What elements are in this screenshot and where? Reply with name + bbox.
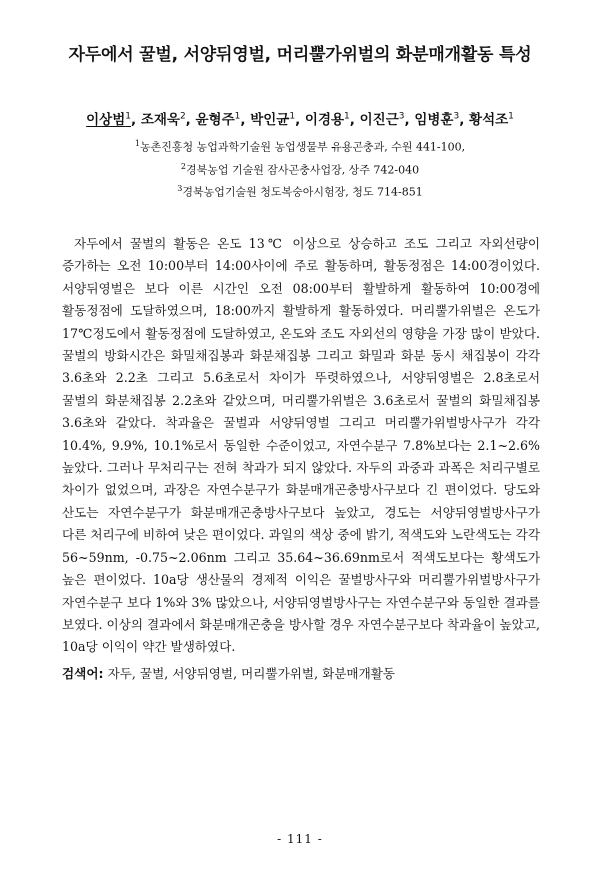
affiliation-list	[0, 134, 600, 202]
author-list: 이상범$^1$, 조재욱$^2$, 윤형주$^1$, 박인균$^1$, 이경용$^1$, 이진근$^3$, 임병훈$^3$, 황석조$^1$	[86, 111, 514, 128]
author: 임병훈$^3$	[414, 111, 460, 128]
author: 박인균$^1$	[250, 111, 296, 128]
abstract-text: 자두에서 꿀벌의 활동은 온도 13℃ 이상으로 상승하고 조도 그리고 자외선량이 증가하는 오전 10:00부터 14:00사이에 주로 활동하며, 활동정점은 14:00경이었다. 서양뒤영벌은 보다 이른 시간인 오전 08:00부터 활발하게 활동하여 10:00경에 활동정점에 도달하였으며, 18:00까지 활발하게 활동하였다. 머리뿔가위벌은 온도가 17℃정도에서 활동정점에 도달하였고, 온도와 조도 자외선의 영향을 가장 많이 받았다. 꿀벌의 방화시간은 화밀채집봉과 화분채집봉 그리고 화밀과 화분 동시 채집봉이 각각 3.6초와 2.2초 그리고 5.6초로서 차이가 뚜렷하였으나, 서양뒤영벌은 2.8초로서 꿀벌의 화분채집봉 2.2초와 같았으며, 머리뿔가위벌은 3.6초로서 꿀벌의 화밀채집봉 3.6초와 같았다. 착과율은 꿀벌과 서양뒤영벌 그리고 머리뿔가위벌방사구가 각각 10.4%, 9.9%, 10.1%로서 동일한 수준이었고, 자연수분구 7.8%보다는 2.1~2.6% 높았다. 그러나 무처리구는 전혀 착과가 되지 않았다. 자두의 과중과 과폭은 처리구별로 차이가 없었으며, 과장은 자연수분구가 화분매개곤충방사구보다 긴 편이었다. 당도와 산도는 자연수분구가 화분매개곤충방사구보다 높았고, 경도는 서양뒤영벌방사구가 다른 처리구에 비하여 낮은 편이었다. 과일의 색상 중에 밝기, 적색도와 노란색도는 각각 56~59nm, -0.75~2.06nm 그리고 35.64~36.69nm로서 적색도보다는 황색도가 높은 편이었다. 10a당 생산물의 경제적 이익은 꿀벌방사구와 머리뿔가위벌방사구가 자연수분구 보다 1%와 3% 많았으나, 서양뒤영벌방사구는 자연수분구와 동일한 결과를 보였다. 이상의 결과에서 화분매개곤충을 방사할 경우 자연수분구보다 착과율이 높았고, 10a당 이익이 약간 발생하였다.	[62, 236, 540, 655]
author: 윤형주$^1$	[195, 111, 241, 128]
author: 이상범$^1$	[86, 111, 131, 128]
paper-title: 자두에서 꿀벌, 서양뒤영벌, 머리뿔가위벌의 화분매개활동 특성	[68, 45, 532, 65]
keywords-text: 자두, 꿀벌, 서양뒤영벌, 머리뿔가위벌, 화분매개활동	[107, 666, 396, 681]
page-number: - 111 -	[277, 832, 323, 846]
keywords-label: 검색어:	[62, 666, 104, 681]
author: 이진근$^3$	[359, 111, 405, 128]
affiliation: $^3$경북농업기술원 청도복숭아시험장, 청도 714-851	[177, 184, 423, 199]
keywords	[62, 663, 540, 685]
affiliation: $^1$농촌진흥청 농업과학기술원 농업생물부 유용곤충과, 수원 441-100,	[134, 139, 466, 154]
author: 이경용$^1$	[304, 111, 350, 128]
author: 조재욱$^2$	[140, 111, 186, 128]
affiliation: $^2$경북농업 기술원 잠사곤충사업장, 상주 742-040	[180, 161, 420, 177]
author: 황석조$^1$	[469, 111, 514, 128]
